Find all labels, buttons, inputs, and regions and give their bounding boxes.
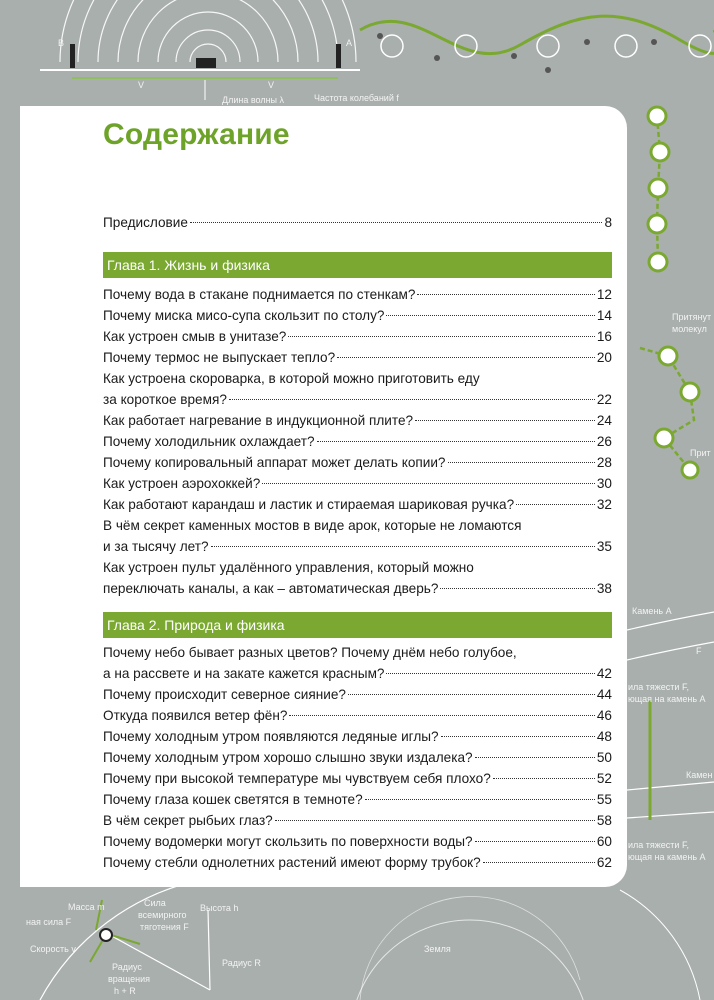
dot-leader [441, 736, 595, 737]
dot-leader [262, 483, 595, 484]
toc-entry-page: 52 [596, 771, 612, 786]
toc-entry-page: 20 [596, 350, 612, 365]
chapter-heading-text: Глава 2. Природа и физика [107, 617, 285, 633]
toc-entry-title: Почему миска мисо-супа скользит по столу? [103, 308, 385, 323]
label-f1: F [696, 646, 702, 656]
label-b: B [58, 38, 65, 48]
label-attract1: Притянут [672, 312, 712, 322]
label-rot-c: h + R [114, 986, 136, 996]
toc-entry[interactable] [103, 368, 612, 410]
toc-entry-page: 62 [596, 855, 612, 870]
dot-leader [448, 462, 595, 463]
toc-entry-title: Как работают карандаш и ластик и стираемая шариковая ручка? [103, 497, 515, 512]
toc-entry-title: Откуда появился ветер фён? [103, 708, 288, 723]
dot-leader [337, 357, 595, 358]
toc-entry[interactable] [103, 473, 612, 494]
toc-entry-page: 26 [596, 434, 612, 449]
label-gravity1a: ила тяжести F, [628, 682, 689, 692]
label-force: ная сила F [26, 917, 72, 927]
toc-entry[interactable] [103, 305, 612, 326]
label-height: Высота h [200, 903, 239, 913]
toc-entry-preface[interactable] [103, 212, 612, 233]
toc-entry-title: Почему происходит северное сияние? [103, 687, 346, 702]
toc-entry[interactable] [103, 410, 612, 431]
toc-entry-page: 16 [596, 329, 612, 344]
label-gravity2b: ющая на камень А [628, 852, 706, 862]
toc-entry-page: 24 [596, 413, 612, 428]
toc-entry-title-line: Почему небо бывает разных цветов? Почему днём небо голубое, [103, 645, 517, 660]
dot-leader [417, 294, 594, 295]
label-frequency: Частота колебаний f [314, 93, 399, 103]
dot-leader [483, 862, 595, 863]
toc-entry-title: Почему водомерки могут скользить по поверхности воды? [103, 834, 473, 849]
toc-entry-title: Почему вода в стакане поднимается по стенкам? [103, 287, 416, 302]
toc-entry-page: 58 [596, 813, 612, 828]
dot-leader [229, 399, 595, 400]
toc-entry-title: Предисловие [103, 215, 188, 230]
dot-leader [475, 757, 595, 758]
toc-entry-title: и за тысячу лет? [103, 539, 209, 554]
dot-leader [415, 420, 595, 421]
toc-entry-page: 42 [596, 666, 612, 681]
dot-leader [348, 694, 595, 695]
toc-entry-page: 35 [596, 539, 612, 554]
label-rot-b: вращения [108, 974, 150, 984]
dot-leader [365, 799, 595, 800]
toc-entry[interactable] [103, 810, 612, 831]
toc-entry-title-line: В чём секрет каменных мостов в виде арок, которые не ломаются [103, 518, 522, 533]
toc-entry[interactable] [103, 347, 612, 368]
toc-entry[interactable] [103, 768, 612, 789]
chapter-heading[interactable] [103, 612, 612, 638]
toc-entry-page: 8 [604, 215, 612, 230]
dot-leader [475, 841, 595, 842]
dot-leader [317, 441, 595, 442]
dot-leader [440, 588, 594, 589]
label-a: A [346, 38, 353, 48]
label-radius: Радиус R [222, 958, 261, 968]
toc-entry-title: Как устроен аэрохоккей? [103, 476, 261, 491]
toc-entry-title: Как работает нагревание в индукционной плите? [103, 413, 414, 428]
label-v1: V [138, 80, 145, 90]
toc-entry-title: Почему копировальный аппарат может делать копии? [103, 455, 446, 470]
toc-entry[interactable] [103, 326, 612, 347]
label-speed: Скорость v [30, 944, 76, 954]
toc-entry-title: Почему стебли однолетних растений имеют форму трубок? [103, 855, 481, 870]
label-gravity2a: ила тяжести F, [628, 840, 689, 850]
toc-entry-title: В чём секрет рыбьих глаз? [103, 813, 273, 828]
toc-entry-title: Как устроен смыв в унитазе? [103, 329, 287, 344]
chapter-heading-text: Глава 1. Жизнь и физика [107, 257, 270, 273]
toc-entry-page: 44 [596, 687, 612, 702]
dot-leader [493, 778, 595, 779]
label-stone1: Камень А [632, 606, 672, 616]
toc-entry[interactable] [103, 494, 612, 515]
toc-entry[interactable] [103, 452, 612, 473]
toc-entry-page: 55 [596, 792, 612, 807]
label-gravity1b: ющая на камень А [628, 694, 706, 704]
toc-entry[interactable] [103, 684, 612, 705]
toc-entry-page: 22 [596, 392, 612, 407]
label-grav-b: всемирного [138, 910, 187, 920]
label-stone2: Камен [686, 770, 713, 780]
toc-entry-title: переключать каналы, а как – автоматическая дверь? [103, 581, 439, 596]
toc-entry[interactable] [103, 831, 612, 852]
label-mass: Масса m [68, 902, 105, 912]
toc-entry-title: Почему холодильник охлаждает? [103, 434, 315, 449]
toc-entry-page: 14 [596, 308, 612, 323]
dot-leader [190, 222, 603, 223]
toc-entry[interactable] [103, 705, 612, 726]
toc-entry[interactable] [103, 284, 612, 305]
page-title: Содержание [103, 118, 290, 151]
chapter-heading[interactable] [103, 252, 612, 278]
dot-leader [516, 504, 595, 505]
toc-entry[interactable] [103, 431, 612, 452]
toc-entry-title: а на рассвете и на закате кажется красным? [103, 666, 385, 681]
toc-entry-title: Почему холодным утром появляются ледяные иглы? [103, 729, 439, 744]
toc-entry-page: 60 [596, 834, 612, 849]
toc-entry-title-line: Как устроен пульт удалённого управления, который можно [103, 560, 474, 575]
label-v2: V [268, 80, 275, 90]
dot-leader [275, 820, 595, 821]
toc-entry[interactable] [103, 747, 612, 768]
toc-entry-title-line: Как устроена скороварка, в которой можно приготовить еду [103, 371, 480, 386]
dot-leader [288, 336, 595, 337]
dot-leader [386, 673, 594, 674]
toc-entry-page: 38 [596, 581, 612, 596]
label-grav-a: Сила [144, 898, 166, 908]
toc-entry[interactable] [103, 557, 612, 599]
dot-leader [386, 315, 594, 316]
toc-entry-page: 50 [596, 750, 612, 765]
toc-entry-page: 12 [596, 287, 612, 302]
toc-entry-page: 28 [596, 455, 612, 470]
toc-entry[interactable] [103, 642, 612, 684]
label-earth: Земля [424, 944, 451, 954]
toc-entry[interactable] [103, 789, 612, 810]
toc-entry-page: 32 [596, 497, 612, 512]
dot-leader [289, 715, 594, 716]
toc-entry[interactable] [103, 515, 612, 557]
toc-entry[interactable] [103, 852, 612, 873]
label-rot-a: Радиус [112, 962, 142, 972]
toc-entry-page: 46 [596, 708, 612, 723]
toc-entry-title: за короткое время? [103, 392, 227, 407]
label-wavelength: Длина волны λ [222, 95, 285, 105]
contents-card [20, 106, 627, 887]
toc-entry-page: 48 [596, 729, 612, 744]
toc-entry-title: Почему холодным утром хорошо слышно звуки издалека? [103, 750, 473, 765]
label-attract2: молекул [672, 324, 707, 334]
label-attract3: Прит [690, 448, 711, 458]
toc-entry-page: 30 [596, 476, 612, 491]
toc-entry-title: Почему при высокой температуре мы чувствуем себя плохо? [103, 771, 491, 786]
toc-entry-title: Почему термос не выпускает тепло? [103, 350, 336, 365]
toc-entry[interactable] [103, 726, 612, 747]
dot-leader [211, 546, 595, 547]
label-grav-c: тяготения F [140, 922, 189, 932]
toc-entry-title: Почему глаза кошек светятся в темноте? [103, 792, 363, 807]
